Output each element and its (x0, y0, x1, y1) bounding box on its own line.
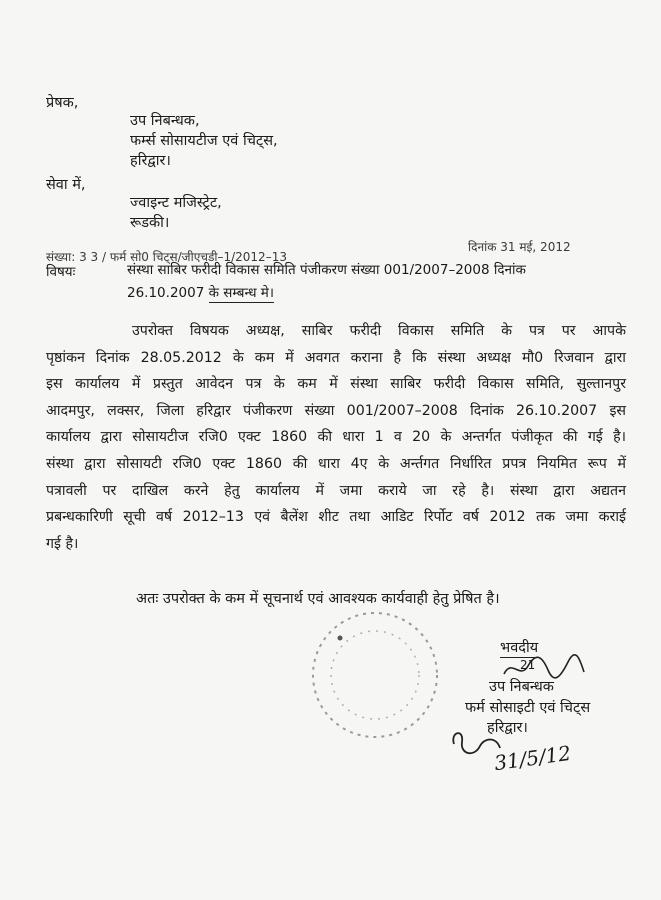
body-line: प्रबन्धकारिणी सूची वर्ष 2012–13 एवं बैलेंश शीट तथा आडिट रिर्पोट वर्ष 2012 तक जमा कराई (46, 509, 626, 526)
subject-date: 26.10.2007 (127, 285, 205, 301)
body-line: इस कार्यालय में प्रस्तुत आवेदन पत्र के कम में संस्था साबिर फरीदी विकास समिति, सुल्तानपुर (46, 376, 626, 393)
recipient-designation: ज्वाइन्ट मजिस्ट्रेट, (130, 195, 222, 211)
signoff-city: हरिद्वार। (487, 720, 528, 736)
signature-initials: 21 (520, 658, 536, 672)
reference-label: संख्या: (46, 250, 76, 264)
closing-line: अतः उपरोक्त के कम में सूचनार्थ एवं आवश्यक कार्यवाही हेतु प्रेषित है। (136, 591, 500, 607)
body-line: पत्रावली पर दाखिल करने हेतु कार्यालय में जमा कराये जा रहे है। संस्था द्वारा अद्यतन (46, 482, 626, 499)
sender-office: फर्म्स सोसायटीज एवं चिट्स, (130, 133, 278, 149)
body-line: आदमपुर, लक्सर, जिला हरिद्वार पंजीकरण संख्या 001/2007–2008 दिनांक 26.10.2007 इस (46, 402, 626, 419)
subject-regarding: के सम्बन्ध मे। (208, 285, 274, 301)
signoff-designation: उप निबन्धक (489, 679, 554, 695)
sender-label: प्रेषक, (46, 95, 79, 111)
body-line: गई है। (46, 535, 79, 552)
office-stamp-icon (300, 600, 450, 750)
recipient-label: सेवा में, (46, 177, 86, 193)
signoff-yours: भवदीय (500, 640, 539, 656)
subject-line-2 (127, 283, 274, 301)
reference-number: 3 3 / फर्म सो0 चिट्स/जीएचडी–1/2012–13 (79, 250, 287, 264)
body-line: उपरोक्त विषयक अध्यक्ष, साबिर फरीदी विकास समिति के पत्र पर आपके (132, 323, 626, 339)
body-paragraph (46, 318, 626, 557)
body-line: संस्था द्वारा सोसायटी रजि0 एक्ट 1860 की धारा 4ए के अर्न्तगत निर्धारित प्रपत्र नियमित रूप में (46, 455, 626, 472)
subject-label: विषयः (46, 264, 76, 280)
letter-date: दिनांक 31 मई, 2012 (468, 240, 571, 254)
subject-line-1: संस्था साबिर फरीदी विकास समिति पंजीकरण संख्या 001/2007–2008 दिनांक (127, 262, 526, 278)
recipient-city: रूडकी। (130, 215, 170, 231)
body-line: कार्यालय द्वारा सोसायटीज रजि0 एक्ट 1860 की धारा 1 व 20 के अन्तर्गत पंजीकृत की गई है। (46, 429, 627, 446)
handwritten-date: 31/5/12 (492, 740, 573, 776)
signoff-office: फर्म सोसाइटी एवं चिट्स (465, 700, 591, 716)
body-line: पृष्ठांकन दिनांक 28.05.2012 के कम में अवगत कराना है कि संस्था अध्यक्ष मौ0 रिजवान द्वारा (46, 349, 626, 366)
sender-city: हरिद्वार। (130, 153, 171, 169)
sender-designation: उप निबन्धक, (130, 113, 200, 129)
